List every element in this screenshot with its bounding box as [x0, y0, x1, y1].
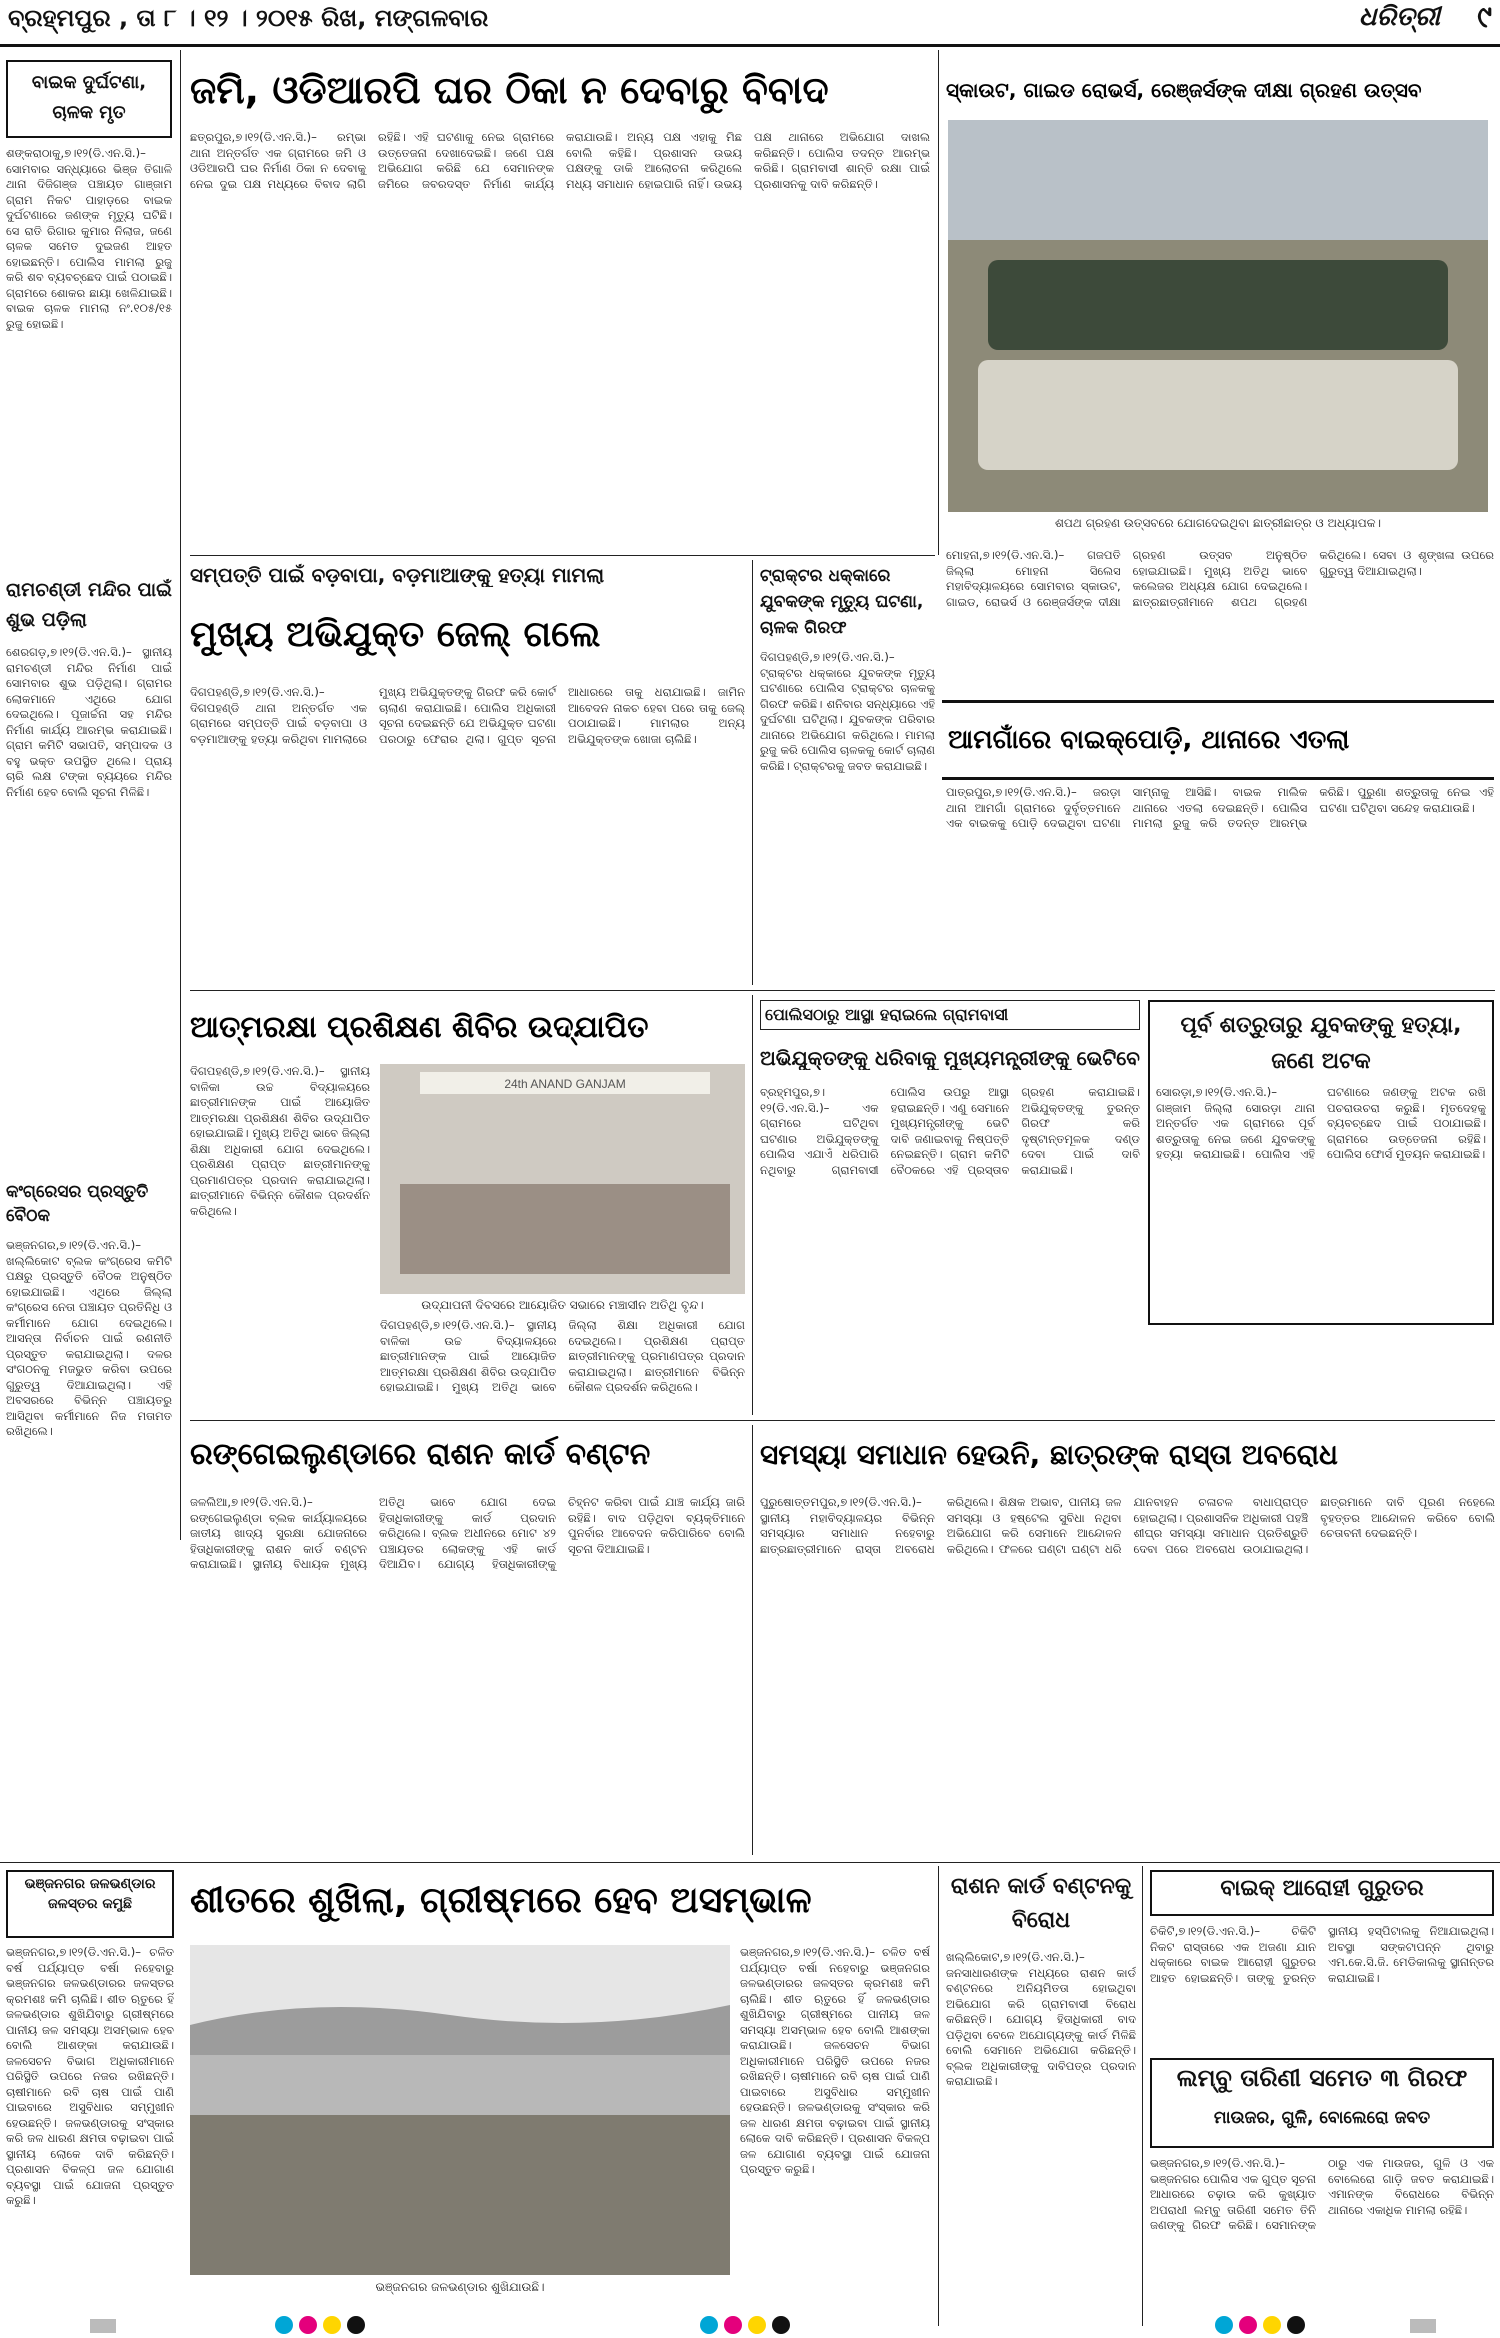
section-rule-2	[190, 990, 1495, 991]
header-rule	[0, 44, 1500, 47]
black-swatch	[1287, 2316, 1305, 2334]
camp-headline: ଆତ୍ମରକ୍ଷା ପ୍ରଶିକ୍ଷଣ ଶିବିର ଉଦ୍‌ଯାପିତ	[190, 1010, 649, 1045]
magenta-swatch	[1239, 2316, 1257, 2334]
scout-photo	[948, 120, 1488, 512]
land-dispute-headline: ଜମି, ଓଡିଆରପି ଘର ଠିକା ନ ଦେବାରୁ ବିବାଦ	[190, 68, 829, 112]
masthead-logo: ଧରିତ୍ରୀ	[1358, 2, 1440, 32]
students-divider	[752, 1425, 753, 1855]
biker-headline: ବାଇକ୍ ଆରୋହୀ ଗୁରୁତର	[1220, 1876, 1424, 1901]
students-headline: ସମସ୍ୟା ସମାଧାନ ହେଉନି, ଛାତ୍ରଙ୍କ ରାସ୍ତା ଅବରୋଧ	[760, 1438, 1338, 1471]
revenge-headline: ପୂର୍ବ ଶତ୍ରୁତାରୁ ଯୁବକଙ୍କୁ ହତ୍ୟା, ଜଣେ ଅଟକ	[1180, 1013, 1462, 1074]
grey-swatch	[1410, 2319, 1436, 2333]
magenta-swatch	[724, 2316, 742, 2334]
bike-accident-body: ଶଙ୍କରାଠାକୁ,୭।୧୨(ଡି.ଏନ.ସି.)– ସୋମବାର ସନ୍ଧ୍ୟାରେ ଭିଞ୍ଜ ତିଗାଳି ଥାନା ଦିଜିଗଞ୍ଜ ପଞ୍ଚାୟତ ଗାଞ୍ଜାମ ଗ୍ରାମ ନିକଟ ପାହାଡ଼ରେ ବାଇକ ଦୁର୍ଘଟଣାରେ ଜଣଙ୍କ ମୃତ୍ୟୁ ଘଟିଛି। ସେ ରାତି ରିଗାର କୁମାର ନିଲାଜ, ଜଣେ ଚାଳକ ସମେତ ଦୁଇଜଣ ଆହତ ହୋଇଛନ୍ତି। ପୋଲିସ ମାମଲା ରୁଜୁ କରି ଶବ ବ୍ୟବଚ୍ଛେଦ ପାଇଁ ପଠାଇଛି। ଗ୍ରାମରେ ଶୋକର ଛାୟା ଖେଳିଯାଇଛି। ବାଇକ ଚାଳକ ମାମଲା ନଂ.୧୦୫/୧୫ ରୁଜୁ ହୋଇଛି।	[6, 146, 172, 331]
lambu-headline: ଲମ୍ବୁ ତାରିଣୀ ସମେତ ୩ ଗିରଫ	[1176, 2064, 1468, 2092]
cyan-swatch	[700, 2316, 718, 2334]
camp-photo	[380, 1064, 745, 1294]
camp-body-2: ଦିଗପହଣ୍ଡି,୭।୧୨(ଡି.ଏନ.ସି.)– ସ୍ଥାନୀୟ ବାଳିକା ଉଚ୍ଚ ବିଦ୍ୟାଳୟରେ ଛାତ୍ରୀମାନଙ୍କ ପାଇଁ ଆୟୋଜିତ ଆତ୍ମରକ୍ଷା ପ୍ରଶିକ୍ଷଣ ଶିବିର ଉଦ୍‌ଯାପିତ ହୋଇଯାଇଛି। ମୁଖ୍ୟ ଅତିଥି ଭାବେ ଜିଲ୍ଲା ଶିକ୍ଷା ଅଧିକାରୀ ଯୋଗ ଦେଇଥିଲେ। ପ୍ରଶିକ୍ଷଣ ପ୍ରାପ୍ତ ଛାତ୍ରୀମାନଙ୍କୁ ପ୍ରମାଣପତ୍ର ପ୍ରଦାନ କରାଯାଇଥିଲା। ଛାତ୍ରୀମାନେ ବିଭିନ୍ନ କୌଶଳ ପ୍ରଦର୍ଶନ କରିଥିଲେ।	[380, 1318, 745, 1394]
dateline: ବ୍ରହ୍ମପୁର , ତା ୮ । ୧୨ । ୨୦୧୫ ରିଖ, ମଙ୍ଗଳବାର	[8, 4, 489, 32]
reservoir-caption: ଭଞ୍ଜନଗର ଜଳଭଣ୍ଡାର ଶୁଖିଯାଉଛି।	[375, 2280, 545, 2294]
lambu-body: ଭଞ୍ଜନଗର,୭।୧୨(ଡି.ଏନ.ସି.)– ଭଞ୍ଜନଗର ପୋଲିସ ଏକ ଗୁପ୍ତ ସୂଚନା ଆଧାରରେ ଚଢ଼ାଉ କରି କୁଖ୍ୟାତ ଅପରାଧୀ ଲମ୍ବୁ ତାରିଣୀ ସମେତ ତିନି ଜଣଙ୍କୁ ଗିରଫ କରିଛି। ସେମାନଙ୍କ ଠାରୁ ଏକ ମାଉଜର, ଗୁଳି ଓ ଏକ ବୋଲେରୋ ଗାଡ଼ି ଜବତ କରାଯାଇଛି। ଏମାନଙ୍କ ବିରୋଧରେ ବିଭିନ୍ନ ଥାନାରେ ଏକାଧିକ ମାମଲା ରହିଛି।	[1150, 2156, 1494, 2232]
reservoir-photo-image	[190, 1945, 730, 2275]
tractor-headline: ଟ୍ରାକ୍ଟର ଧକ୍କାରେ ଯୁବକଙ୍କ ମୃତ୍ୟୁ ଘଟଣା, ଚାଳକ ଗିରଫ	[760, 566, 924, 638]
cyan-swatch	[1215, 2316, 1233, 2334]
ration-body: ଜଳଲିଆ,୭।୧୨(ଡି.ଏନ.ସି.)– ରଙ୍ଗେଇଲୁଣ୍ଡା ବ୍ଲକ କାର୍ଯ୍ୟାଳୟରେ ଜାତୀୟ ଖାଦ୍ୟ ସୁରକ୍ଷା ଯୋଜନାରେ ହିତାଧିକାରୀଙ୍କୁ ରାଶନ କାର୍ଡ ବଣ୍ଟନ କରାଯାଇଛି। ସ୍ଥାନୀୟ ବିଧାୟକ ମୁଖ୍ୟ ଅତିଥି ଭାବେ ଯୋଗ ଦେଇ ହିତାଧିକାରୀଙ୍କୁ କାର୍ଡ ପ୍ରଦାନ କରିଥିଲେ। ବ୍ଲକ ଅଧୀନରେ ମୋଟ ୪୨ ପଞ୍ଚାୟତର ଲୋକଙ୍କୁ ଏହି କାର୍ଡ ଦିଆଯିବ। ଯୋଗ୍ୟ ହିତାଧିକାରୀଙ୍କୁ ଚିହ୍ନଟ କରିବା ପାଇଁ ଯାଞ୍ଚ କାର୍ଯ୍ୟ ଜାରି ରହିଛି। ବାଦ ପଡ଼ିଥିବା ବ୍ୟକ୍ତିମାନେ ପୁନର୍ବାର ଆବେଦନ କରିପାରିବେ ବୋଲି ସୂଚନା ଦିଆଯାଇଛି।	[190, 1495, 745, 1571]
ration-headline: ରଙ୍ଗେଇଲୁଣ୍ଡାରେ ରାଶନ କାର୍ଡ ବଣ୍ଟନ	[190, 1437, 651, 1472]
congress-body: ଭଞ୍ଜନଗର,୭।୧୨(ଡି.ଏନ.ସି.)– ଖଲ୍ଲିକୋଟ ବ୍ଲକ କଂଗ୍ରେସ କମିଟି ପକ୍ଷରୁ ପ୍ରସ୍ତୁତି ବୈଠକ ଅନୁଷ୍ଠିତ ହୋଇଯାଇଛି। ଏଥିରେ ଜିଲ୍ଲା କଂଗ୍ରେସ ନେତା ପଞ୍ଚାୟତ ପ୍ରତିନିଧି ଓ କର୍ମୀମାନେ ଯୋଗ ଦେଇଥିଲେ। ଆସନ୍ତା ନିର୍ବାଚନ ପାଇଁ ରଣନୀତି ପ୍ରସ୍ତୁତ କରାଯାଇଥିଲା। ଦଳର ସଂଗଠନକୁ ମଜଭୁତ କରିବା ଉପରେ ଗୁରୁତ୍ୱ ଦିଆଯାଇଥିଲା। ଏହି ଅବସରରେ ବିଭିନ୍ନ ପଞ୍ଚାୟତରୁ ଆସିଥିବା କର୍ମୀମାନେ ନିଜ ମତାମତ ରଖିଥିଲେ।	[6, 1238, 172, 1438]
revenge-body: ସୋରଡ଼ା,୭।୧୨(ଡି.ଏନ.ସି.)– ଗଞ୍ଜାମ ଜିଲ୍ଲା ସୋରଡ଼ା ଥାନା ଅନ୍ତର୍ଗତ ଏକ ଗ୍ରାମରେ ପୂର୍ବ ଶତ୍ରୁତାକୁ ନେଇ ଜଣେ ଯୁବକଙ୍କୁ ହତ୍ୟା କରାଯାଇଛି। ପୋଲିସ ଏହି ଘଟଣାରେ ଜଣଙ୍କୁ ଅଟକ ରଖି ପଚରାଉଚରା କରୁଛି। ମୃତଦେହକୁ ବ୍ୟବଚ୍ଛେଦ ପାଇଁ ପଠାଯାଇଛି। ଗ୍ରାମରେ ଉତ୍ତେଜନା ରହିଛି। ପୋଲିସ ଫୋର୍ସ ମୁତୟନ କରାଯାଇଛି।	[1156, 1085, 1486, 1161]
yellow-swatch	[1263, 2316, 1281, 2334]
land-dispute-body: ଛତ୍ରପୁର,୭।୧୨(ଡି.ଏନ.ସି.)– ରମ୍ଭା ଥାନା ଅନ୍ତର୍ଗତ ଏକ ଗ୍ରାମରେ ଜମି ଓ ଓଡିଆରପି ଘର ନିର୍ମାଣ ଠିକା ନ ଦେବାକୁ ନେଇ ଦୁଇ ପକ୍ଷ ମଧ୍ୟରେ ବିବାଦ ଲାଗି ରହିଛି। ଏହି ଘଟଣାକୁ ନେଇ ଗ୍ରାମରେ ଉତ୍ତେଜନା ଦେଖାଦେଇଛି। ଜଣେ ପକ୍ଷ ଅଭିଯୋଗ କରିଛି ଯେ ସେମାନଙ୍କ ଜମିରେ ଜବରଦସ୍ତ ନିର୍ମାଣ କାର୍ଯ୍ୟ କରାଯାଉଛି। ଅନ୍ୟ ପକ୍ଷ ଏହାକୁ ମିଛ ବୋଲି କହିଛି। ପ୍ରଶାସନ ଉଭୟ ପକ୍ଷଙ୍କୁ ଡାକି ଆଲୋଚନା କରିଥିଲେ ମଧ୍ୟ ସମାଧାନ ହୋଇପାରି ନାହିଁ। ଉଭୟ ପକ୍ଷ ଥାନାରେ ଅଭିଯୋଗ ଦାଖଲ କରିଛନ୍ତି। ପୋଲିସ ତଦନ୍ତ ଆରମ୍ଭ କରିଛି। ଗ୍ରାମବାସୀ ଶାନ୍ତି ରକ୍ଷା ପାଇଁ ପ୍ରଶାସନକୁ ଦାବି କରିଛନ୍ତି।	[190, 130, 930, 191]
property-kicker: ସମ୍ପତ୍ତି ପାଇଁ ବଡ଼ବାପା, ବଡ଼ମାଆଙ୍କୁ ହତ୍ୟା ମାମଲା	[190, 563, 605, 587]
reservoir-body: ଭଞ୍ଜନଗର,୭।୧୨(ଡି.ଏନ.ସି.)– ଚଳିତ ବର୍ଷ ପର୍ଯ୍ୟାପ୍ତ ବର୍ଷା ନହେବାରୁ ଭଞ୍ଜନଗର ଜଳଭଣ୍ଡାରର ଜଳସ୍ତର କ୍ରମଶଃ କମି ଚାଲିଛି। ଶୀତ ଋତୁରେ ହିଁ ଜଳଭଣ୍ଡାର ଶୁଖିଯିବାରୁ ଗ୍ରୀଷ୍ମରେ ପାନୀୟ ଜଳ ସମସ୍ୟା ଅସମ୍ଭାଳ ହେବ ବୋଲି ଆଶଙ୍କା କରାଯାଉଛି। ଜଳସେଚନ ବିଭାଗ ଅଧିକାରୀମାନେ ପରିସ୍ଥିତି ଉପରେ ନଜର ରଖିଛନ୍ତି। ଚାଷୀମାନେ ରବି ଚାଷ ପାଇଁ ପାଣି ପାଇବାରେ ଅସୁବିଧାର ସମ୍ମୁଖୀନ ହେଉଛନ୍ତି। ଜଳଭଣ୍ଡାରକୁ ସଂସ୍କାର କରି ଜଳ ଧାରଣ କ୍ଷମତା ବଢ଼ାଇବା ପାଇଁ ସ୍ଥାନୀୟ ଲୋକେ ଦାବି କରିଛନ୍ତି। ପ୍ରଶାସନ ବିକଳ୍ପ ଜଳ ଯୋଗାଣ ବ୍ୟବସ୍ଥା ପାଇଁ ଯୋଜନା ପ୍ରସ୍ତୁତ କରୁଛି।	[6, 1945, 174, 2207]
footer-colorbar-left	[90, 2318, 116, 2337]
scout-body: ମୋହନା,୭।୧୨(ଡି.ଏନ.ସି.)– ଗଜପତି ଜିଲ୍ଲା ମୋହନା ସିଲେସ ମହାବିଦ୍ୟାଳୟରେ ସୋମବାର ସ୍କାଉଟ, ଗାଇଡ, ରୋଭର୍ସ ଓ ରେଞ୍ଜର୍ସଙ୍କ ଦୀକ୍ଷା ଗ୍ରହଣ ଉତ୍ସବ ଅନୁଷ୍ଠିତ ହୋଇଯାଇଛି। ମୁଖ୍ୟ ଅତିଥି ଭାବେ କଲେଜର ଅଧ୍ୟକ୍ଷ ଯୋଗ ଦେଇଥିଲେ। ଛାତ୍ରଛାତ୍ରୀମାନେ ଶପଥ ଗ୍ରହଣ କରିଥିଲେ। ସେବା ଓ ଶୃଙ୍ଖଳା ଉପରେ ଗୁରୁତ୍ୱ ଦିଆଯାଇଥିଲା।	[946, 548, 1494, 609]
page-number: ୯	[1477, 0, 1492, 35]
black-swatch	[347, 2316, 365, 2334]
section-rule-3	[190, 1420, 1495, 1421]
bike-accident-headline: ବାଇକ ଦୁର୍ଘଟଣା, ଚାଳକ ମୃତ	[31, 72, 147, 123]
reservoir-headline: ଶୀତରେ ଶୁଖିଲା, ଗ୍ରୀଷ୍ମରେ ହେବ ଅସମ୍ଭାଳ	[190, 1880, 812, 1921]
reservoir-photo	[190, 1945, 730, 2275]
yellow-swatch	[748, 2316, 766, 2334]
police-headline: ଅଭିଯୁକ୍ତଙ୍କୁ ଧରିବାକୁ ମୁଖ୍ୟମନ୍ତ୍ରୀଙ୍କୁ ଭେଟିବେ	[760, 1046, 1140, 1070]
magenta-swatch	[299, 2316, 317, 2334]
tractor-body: ଦିଗପହଣ୍ଡି,୭।୧୨(ଡି.ଏନ.ସି.)– ଟ୍ରାକ୍ଟର ଧକ୍କାରେ ଯୁବକଙ୍କ ମୃତ୍ୟୁ ଘଟଣାରେ ପୋଲିସ ଟ୍ରାକ୍ଟର ଚାଳକକୁ ଗିରଫ କରିଛି। ଶନିବାର ସନ୍ଧ୍ୟାରେ ଏହି ଦୁର୍ଘଟଣା ଘଟିଥିଲା। ଯୁବକଙ୍କ ପରିବାର ଥାନାରେ ଅଭିଯୋଗ କରିଥିଲେ। ମାମଲା ରୁଜୁ କରି ପୋଲିସ ଚାଳକକୁ କୋର୍ଟ ଚାଲାଣ କରିଛି। ଟ୍ରାକ୍ଟରକୁ ଜବତ କରାଯାଇଛି।	[760, 650, 935, 773]
police-divider	[752, 995, 753, 1415]
camp-body: ଦିଗପହଣ୍ଡି,୭।୧୨(ଡି.ଏନ.ସି.)– ସ୍ଥାନୀୟ ବାଳିକା ଉଚ୍ଚ ବିଦ୍ୟାଳୟରେ ଛାତ୍ରୀମାନଙ୍କ ପାଇଁ ଆୟୋଜିତ ଆତ୍ମରକ୍ଷା ପ୍ରଶିକ୍ଷଣ ଶିବିର ଉଦ୍‌ଯାପିତ ହୋଇଯାଇଛି। ମୁଖ୍ୟ ଅତିଥି ଭାବେ ଜିଲ୍ଲା ଶିକ୍ଷା ଅଧିକାରୀ ଯୋଗ ଦେଇଥିଲେ। ପ୍ରଶିକ୍ଷଣ ପ୍ରାପ୍ତ ଛାତ୍ରୀମାନଙ୍କୁ ପ୍ରମାଣପତ୍ର ପ୍ରଦାନ କରାଯାଇଥିଲା। ଛାତ୍ରୀମାନେ ବିଭିନ୍ନ କୌଶଳ ପ୍ରଦର୍ଶନ କରିଥିଲେ।	[190, 1064, 370, 1218]
page-header	[0, 0, 1500, 44]
yellow-swatch	[323, 2316, 341, 2334]
police-body: ବ୍ରହ୍ମପୁର,୭।୧୨(ଡି.ଏନ.ସି.)– ଏକ ଗ୍ରାମରେ ଘଟିଥିବା ଘଟଣାର ଅଭିଯୁକ୍ତଙ୍କୁ ପୋଲିସ ଏଯାଏଁ ଧରିପାରି ନଥିବାରୁ ଗ୍ରାମବାସୀ ପୋଲିସ ଉପରୁ ଆସ୍ଥା ହରାଇଛନ୍ତି। ଏଣୁ ସେମାନେ ମୁଖ୍ୟମନ୍ତ୍ରୀଙ୍କୁ ଭେଟି ଦାବି ଜଣାଇବାକୁ ନିଷ୍ପତ୍ତି ନେଇଛନ୍ତି। ଗ୍ରାମ କମିଟି ବୈଠକରେ ଏହି ପ୍ରସ୍ତାବ ଗ୍ରହଣ କରାଯାଇଛି। ଅଭିଯୁକ୍ତଙ୍କୁ ତୁରନ୍ତ ଗିରଫ କରି ଦୃଷ୍ଟାନ୍ତମୂଳକ ଦଣ୍ଡ ଦେବା ପାଇଁ ଦାବି କରାଯାଇଛି।	[760, 1085, 1140, 1177]
cyan-swatch	[275, 2316, 293, 2334]
property-body: ଦିଗପହଣ୍ଡି,୭।୧୨(ଡି.ଏନ.ସି.)– ଦିଗପହଣ୍ଡି ଥାନା ଅନ୍ତର୍ଗତ ଏକ ଗ୍ରାମରେ ସମ୍ପତ୍ତି ପାଇଁ ବଡ଼ବାପା ଓ ବଡ଼ମାଆଙ୍କୁ ହତ୍ୟା କରିଥିବା ମାମଲାରେ ମୁଖ୍ୟ ଅଭିଯୁକ୍ତଙ୍କୁ ଗିରଫ କରି କୋର୍ଟ ଚାଲାଣ କରାଯାଇଛି। ପୋଲିସ ଅଧିକାରୀ ସୂଚନା ଦେଇଛନ୍ତି ଯେ ଅଭିଯୁକ୍ତ ଘଟଣା ପରଠାରୁ ଫେରାର ଥିଲା। ଗୁପ୍ତ ସୂଚନା ଆଧାରରେ ତାକୁ ଧରାଯାଇଛି। ଜାମିନ ଆବେଦନ ନାକଚ ହେବା ପରେ ତାକୁ ଜେଲ୍ ପଠାଯାଇଛି। ମାମଲାର ଅନ୍ୟ ଅଭିଯୁକ୍ତଙ୍କ ଖୋଜା ଚାଲିଛି।	[190, 685, 745, 746]
section-rule-4	[0, 1862, 1500, 1863]
grey-swatch	[90, 2319, 116, 2333]
ration-protest-body: ଖଲ୍ଲିକୋଟ,୭।୧୨(ଡି.ଏନ.ସି.)– ଜନସାଧାରଣଙ୍କ ମଧ୍ୟରେ ରାଶନ କାର୍ଡ ବଣ୍ଟନରେ ଅନିୟମିତତା ହୋଇଥିବା ଅଭିଯୋଗ କରି ଗ୍ରାମବାସୀ ବିରୋଧ କରିଛନ୍ତି। ଯୋଗ୍ୟ ହିତାଧିକାରୀ ବାଦ ପଡ଼ିଥିବା ବେଳେ ଅଯୋଗ୍ୟଙ୍କୁ କାର୍ଡ ମିଳିଛି ବୋଲି ସେମାନେ ଅଭିଯୋଗ କରିଛନ୍ତି। ବ୍ଲକ ଅଧିକାରୀଙ୍କୁ ଦାବିପତ୍ର ପ୍ରଦାନ କରାଯାଇଛି।	[946, 1950, 1136, 2088]
scout-divider	[938, 50, 939, 555]
footer-colorbar-right	[1410, 2318, 1436, 2337]
scout-caption: ଶପଥ ଗ୍ରହଣ ଉତ୍ସବରେ ଯୋଗଦେଇଥିବା ଛାତ୍ରୀଛାତ୍ର ଓ ଅଧ୍ୟାପକ।	[1055, 516, 1381, 530]
congress-headline: କଂଗ୍ରେସର ପ୍ରସ୍ତୁତି ବୈଠକ	[6, 1182, 149, 1226]
aam-gaon-body: ପାତ୍ରପୁର,୭।୧୨(ଡି.ଏନ.ସି.)– ଜରଡ଼ା ଥାନା ଆମଗାଁ ଗ୍ରାମରେ ଦୁର୍ବୃତ୍ତମାନେ ଏକ ବାଇକକୁ ପୋଡ଼ି ଦେଇଥିବା ଘଟଣା ସାମ୍ନାକୁ ଆସିଛି। ବାଇକ ମାଲିକ ଥାନାରେ ଏତଲା ଦେଇଛନ୍ତି। ପୋଲିସ ମାମଲା ରୁଜୁ କରି ତଦନ୍ତ ଆରମ୍ଭ କରିଛି। ପୁରୁଣା ଶତ୍ରୁତାକୁ ନେଇ ଏହି ଘଟଣା ଘଟିଥିବା ସନ୍ଦେହ କରାଯାଉଛି।	[946, 785, 1494, 830]
camp-photo-banner: 24th ANAND GANJAM	[504, 1077, 626, 1091]
tractor-divider	[752, 560, 753, 985]
property-headline: ମୁଖ୍ୟ ଅଭିଯୁକ୍ତ ଜେଲ୍ ଗଲେ	[190, 614, 601, 655]
biker-body: ଚିକିଟି,୭।୧୨(ଡି.ଏନ.ସି.)– ଚିକିଟି ନିକଟ ରାସ୍ତାରେ ଏକ ଅଜଣା ଯାନ ଧକ୍କାରେ ବାଇକ ଆରୋହୀ ଗୁରୁତର ଆହତ ହୋଇଛନ୍ତି। ତାଙ୍କୁ ତୁରନ୍ତ ସ୍ଥାନୀୟ ହସ୍ପିଟାଲକୁ ନିଆଯାଇଥିଲା। ଅବସ୍ଥା ସଙ୍କଟାପନ୍ନ ଥିବାରୁ ଏମ.କେ.ସି.ଜି. ମେଡିକାଲକୁ ସ୍ଥାନାନ୍ତର କରାଯାଇଛି।	[1150, 1924, 1494, 1985]
black-swatch	[772, 2316, 790, 2334]
reservoir-kicker: ଭଞ୍ଜନଗର ଜଳଭଣ୍ଡାର ଜଳସ୍ତର କମୁଛି	[24, 1876, 156, 1912]
ram-mandir-headline: ରାମଚଣ୍ଡୀ ମନ୍ଦିର ପାଇଁ ଶୁଭ ପଡ଼ିଲା	[6, 579, 172, 631]
police-kicker: ପୋଲିସଠାରୁ ଆସ୍ଥା ହରାଇଲେ ଗ୍ରାମବାସୀ	[760, 1000, 1140, 1030]
ration-protest-headline: ରାଶନ କାର୍ଡ ବଣ୍ଟନକୁ ବିରୋଧ	[950, 1874, 1132, 1933]
reservoir-body-2: ଭଞ୍ଜନଗର,୭।୧୨(ଡି.ଏନ.ସି.)– ଚଳିତ ବର୍ଷ ପର୍ଯ୍ୟାପ୍ତ ବର୍ଷା ନହେବାରୁ ଭଞ୍ଜନଗର ଜଳଭଣ୍ଡାରର ଜଳସ୍ତର କ୍ରମଶଃ କମି ଚାଲିଛି। ଶୀତ ଋତୁରେ ହିଁ ଜଳଭଣ୍ଡାର ଶୁଖିଯିବାରୁ ଗ୍ରୀଷ୍ମରେ ପାନୀୟ ଜଳ ସମସ୍ୟା ଅସମ୍ଭାଳ ହେବ ବୋଲି ଆଶଙ୍କା କରାଯାଉଛି। ଜଳସେଚନ ବିଭାଗ ଅଧିକାରୀମାନେ ପରିସ୍ଥିତି ଉପରେ ନଜର ରଖିଛନ୍ତି। ଚାଷୀମାନେ ରବି ଚାଷ ପାଇଁ ପାଣି ପାଇବାରେ ଅସୁବିଧାର ସମ୍ମୁଖୀନ ହେଉଛନ୍ତି। ଜଳଭଣ୍ଡାରକୁ ସଂସ୍କାର କରି ଜଳ ଧାରଣ କ୍ଷମତା ବଢ଼ାଇବା ପାଇଁ ସ୍ଥାନୀୟ ଲୋକେ ଦାବି କରିଛନ୍ତି। ପ୍ରଶାସନ ବିକଳ୍ପ ଜଳ ଯୋଗାଣ ବ୍ୟବସ୍ଥା ପାଇଁ ଯୋଜନା ପ୍ରସ୍ତୁତ କରୁଛି।	[740, 1945, 930, 2176]
lambu-subhead: ମାଉଜର, ଗୁଳି, ବୋଲେରୋ ଜବତ	[1213, 2108, 1431, 2128]
bike-accident-headline-box	[6, 60, 172, 138]
scout-photo-image	[948, 120, 1488, 512]
section-rule-1	[190, 555, 935, 556]
ration-protest-divider	[938, 1866, 939, 2326]
camp-caption: ଉଦ୍‌ଯାପନୀ ଦିବସରେ ଆୟୋଜିତ ସଭାରେ ମଞ୍ଚାସୀନ ଅତିଥି ବୃନ୍ଦ।	[421, 1298, 704, 1312]
biker-divider	[1142, 1866, 1143, 2326]
scout-headline: ସ୍କାଉଟ, ଗାଇଡ ରୋଭର୍ସ, ରେଞ୍ଜର୍ସଙ୍କ ଦୀକ୍ଷା ଗ୍ରହଣ ଉତ୍ସବ	[946, 78, 1422, 102]
ram-mandir-body: ଶେରଗଡ଼,୭।୧୨(ଡି.ଏନ.ସି.)– ସ୍ଥାନୀୟ ରାମଚଣ୍ଡୀ ମନ୍ଦିର ନିର୍ମାଣ ପାଇଁ ସୋମବାର ଶୁଭ ପଡ଼ିଥିଲା। ଗ୍ରାମର ଲୋକମାନେ ଏଥିରେ ଯୋଗ ଦେଇଥିଲେ। ପୂଜାର୍ଚ୍ଚନା ସହ ମନ୍ଦିର ନିର୍ମାଣ କାର୍ଯ୍ୟ ଆରମ୍ଭ କରାଯାଇଛି। ଗ୍ରାମ କମିଟି ସଭାପତି, ସମ୍ପାଦକ ଓ ବହୁ ଭକ୍ତ ଉପସ୍ଥିତ ଥିଲେ। ପ୍ରାୟ ଚାରି ଲକ୍ଷ ଟଙ୍କା ବ୍ୟୟରେ ମନ୍ଦିର ନିର୍ମାଣ ହେବ ବୋଲି ସୂଚନା ମିଳିଛି।	[6, 645, 172, 799]
left-column-divider	[180, 50, 181, 1540]
camp-photo-image	[380, 1064, 745, 1294]
aam-gaon-headline: ଆମଗାଁରେ ବାଇକ୍‌ପୋଡ଼ି, ଥାନାରେ ଏତଲା	[948, 725, 1350, 755]
students-body: ପୁରୁଷୋତ୍ତମପୁର,୭।୧୨(ଡି.ଏନ.ସି.)– ସ୍ଥାନୀୟ ମହାବିଦ୍ୟାଳୟର ବିଭିନ୍ନ ସମସ୍ୟାର ସମାଧାନ ନହେବାରୁ ଛାତ୍ରଛାତ୍ରୀମାନେ ରାସ୍ତା ଅବରୋଧ କରିଥିଲେ। ଶିକ୍ଷକ ଅଭାବ, ପାନୀୟ ଜଳ ସମସ୍ୟା ଓ ହଷ୍ଟେଲ ସୁବିଧା ନଥିବା ଅଭିଯୋଗ କରି ସେମାନେ ଆନ୍ଦୋଳନ କରିଥିଲେ। ଫଳରେ ଘଣ୍ଟା ଘଣ୍ଟା ଧରି ଯାନବାହନ ଚଳାଚଳ ବାଧାପ୍ରାପ୍ତ ହୋଇଥିଲା। ପ୍ରଶାସନିକ ଅଧିକାରୀ ପହଞ୍ଚି ଶୀଘ୍ର ସମସ୍ୟା ସମାଧାନ ପ୍ରତିଶ୍ରୁତି ଦେବା ପରେ ଅବରୋଧ ଉଠାଯାଇଥିଲା। ଛାତ୍ରମାନେ ଦାବି ପୂରଣ ନହେଲେ ବୃହତ୍ତର ଆନ୍ଦୋଳନ କରିବେ ବୋଲି ଚେତାବନୀ ଦେଇଛନ୍ତି।	[760, 1495, 1495, 1556]
